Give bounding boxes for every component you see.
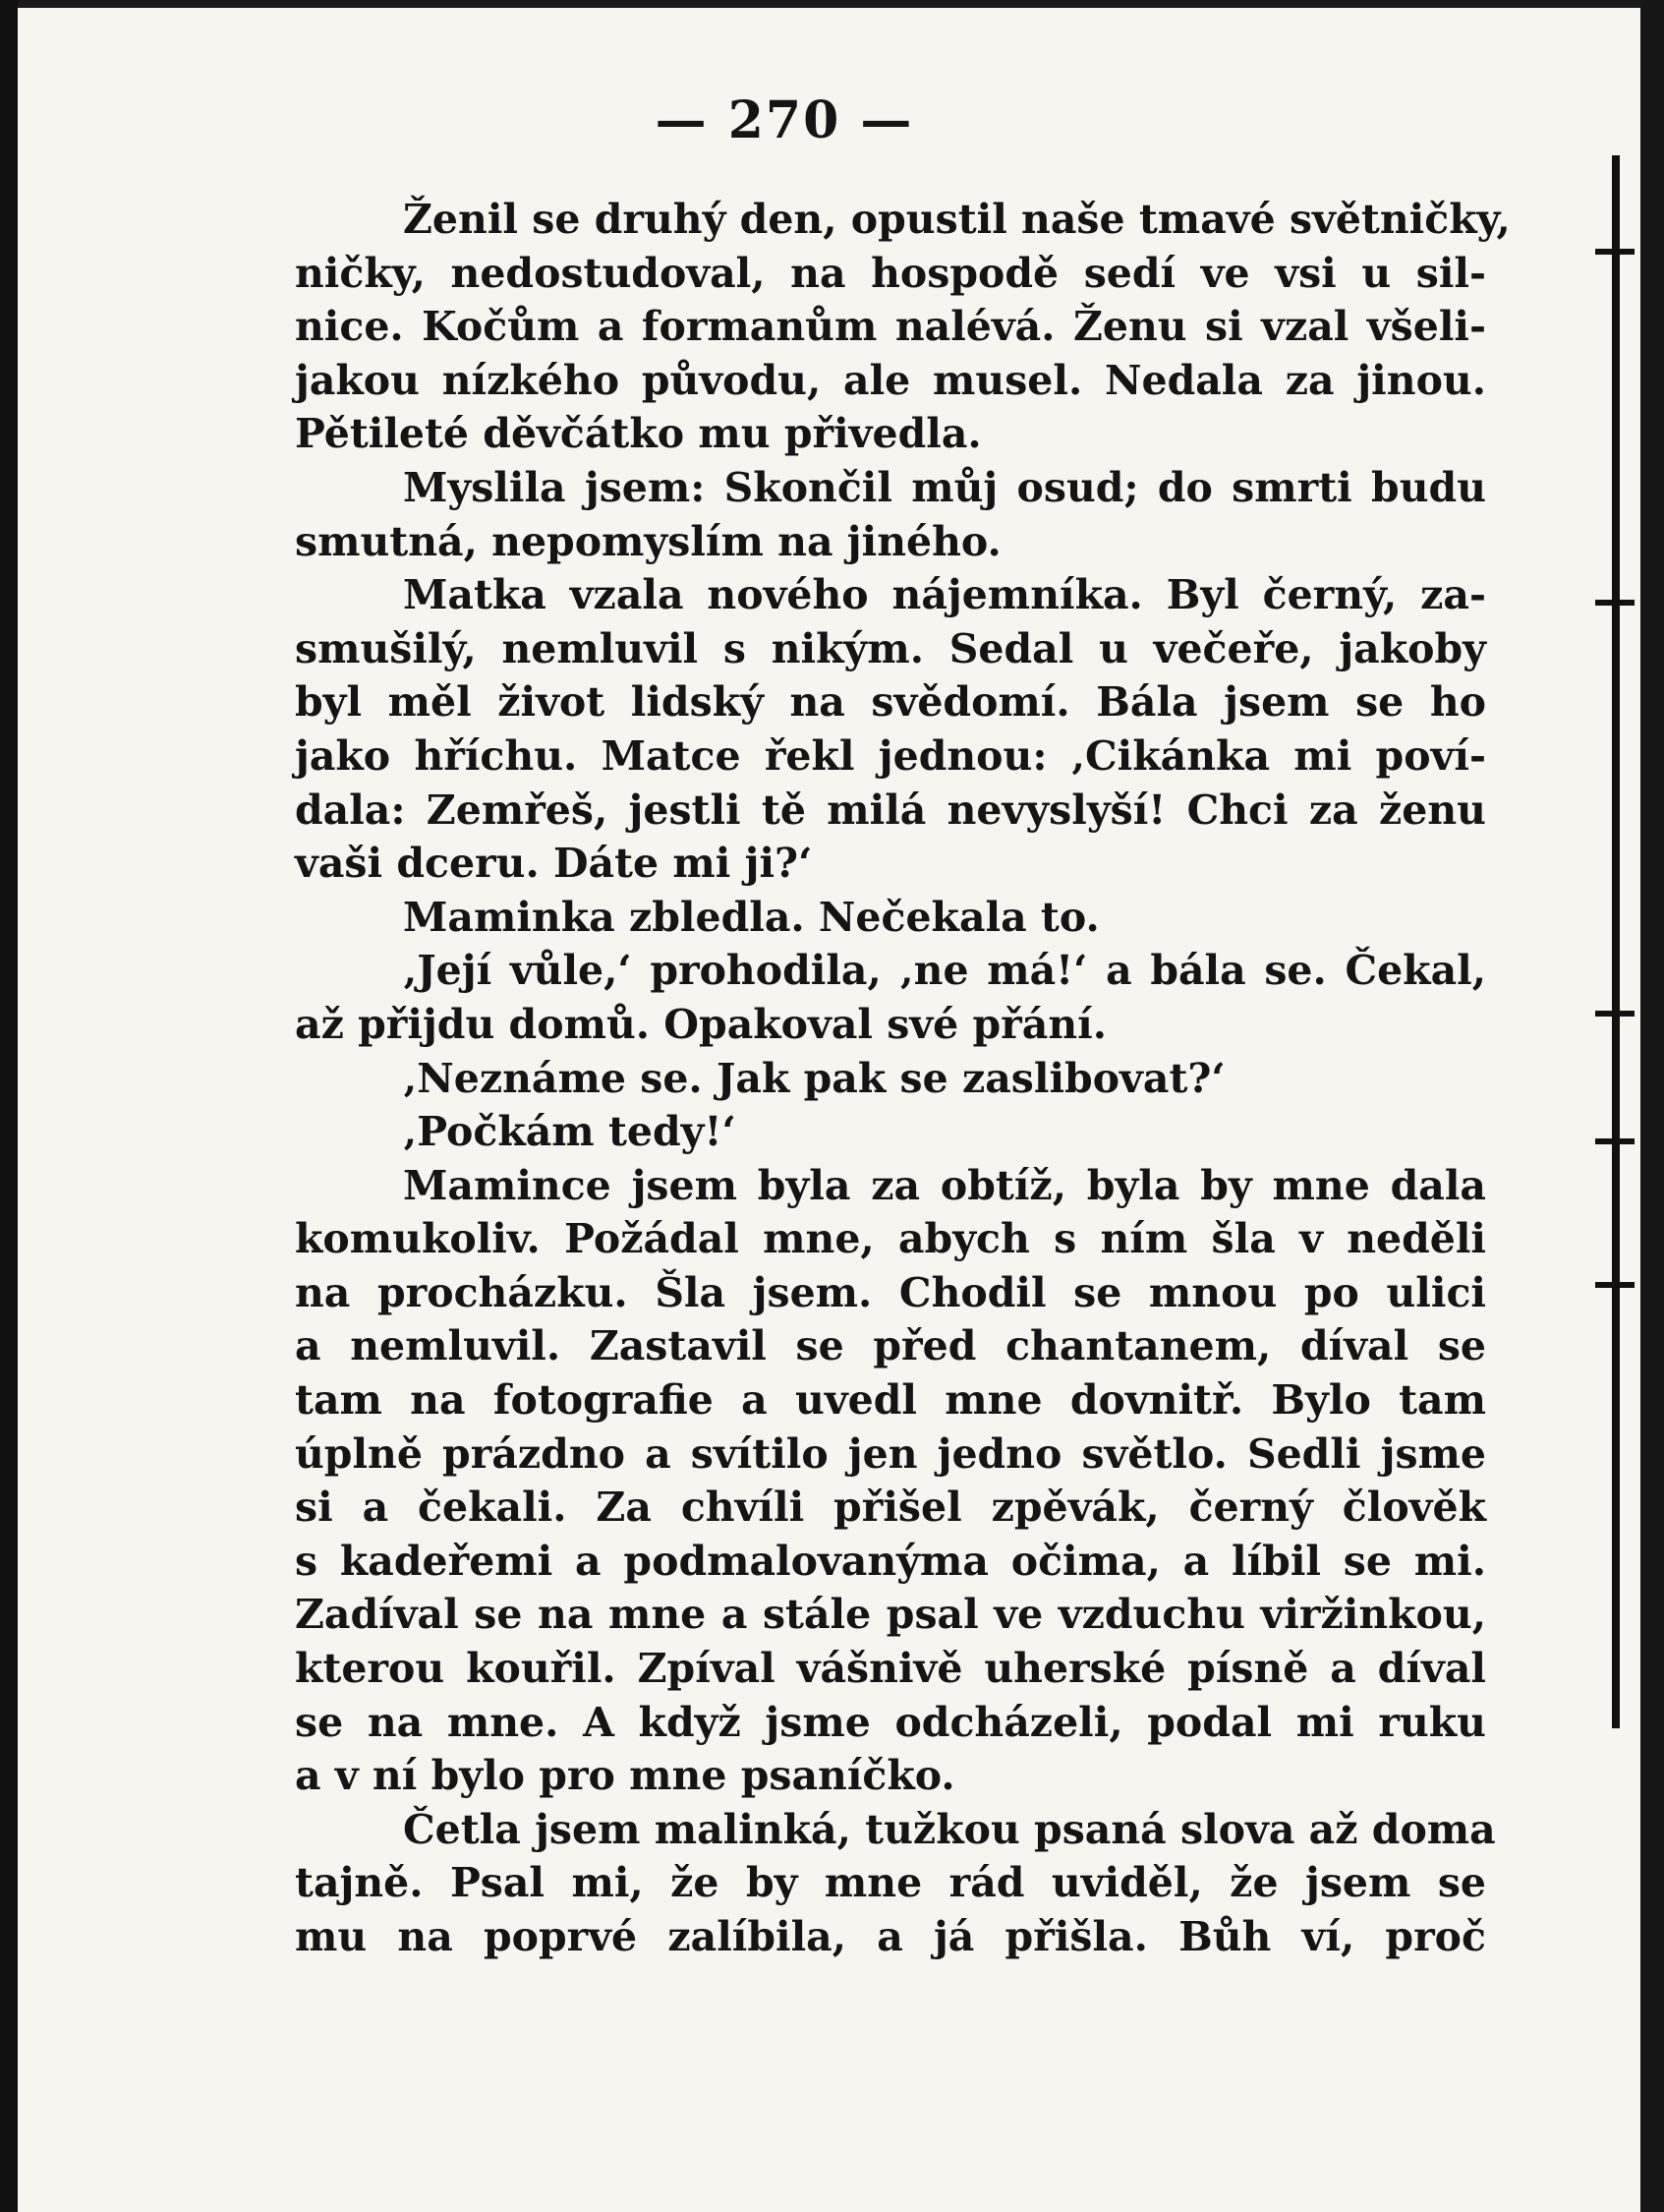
binding-mark [1595, 249, 1635, 255]
text-line: ‚Počkám tedy!‘ [403, 1108, 736, 1156]
text-line: komukoliv. Požádal mne, abych s ním šla v neděli [295, 1215, 1486, 1263]
text-line: a v ní bylo pro mne psaníčko. [295, 1752, 955, 1800]
text-line: smušilý, nemluvil s nikým. Sedal u večeře, jakoby [295, 624, 1486, 672]
text-line: Maminka zbledla. Nečekala to. [403, 893, 1100, 941]
text-line: jakou nízkého původu, ale musel. Nedala za jinou. [295, 356, 1486, 404]
text-line: a nemluvil. Zastavil se před chantanem, díval se [295, 1322, 1486, 1370]
text-line: Mamince jsem byla za obtíž, byla by mne dala [403, 1161, 1486, 1209]
text-line: jako hříchu. Matce řekl jednou: ‚Cikánka mi poví- [295, 731, 1486, 780]
text-line: Myslila jsem: Skončil můj osud; do smrti budu [403, 463, 1486, 511]
text-line: ‚Její vůle,‘ prohodila, ‚ne má!‘ a bála se. Čekal, [403, 947, 1486, 995]
text-line: byl měl život lidský na svědomí. Bála jsem se ho [295, 678, 1486, 727]
binding-mark [1595, 1138, 1635, 1144]
text-line: na procházku. Šla jsem. Chodil se mnou po ulici [295, 1268, 1486, 1316]
binding-mark [1595, 600, 1635, 606]
text-line: dala: Zemřeš, jestli tě milá nevyslyší! Chci za ženu [295, 786, 1486, 834]
text-line: Četla jsem malinká, tužkou psaná slova až doma [403, 1805, 1496, 1853]
text-line: Pětileté děvčátko mu přivedla. [295, 410, 982, 458]
scan-left-edge [0, 0, 18, 2212]
text-line: tajně. Psal mi, že by mne rád uviděl, že jsem se [295, 1859, 1486, 1907]
text-line: s kadeřemi a podmalovanýma očima, a líbil se mi. [295, 1537, 1486, 1585]
text-line: Matka vzala nového nájemníka. Byl černý, za- [403, 571, 1486, 619]
text-line: úplně prázdno a svítilo jen jedno světlo. Sedli jsme [295, 1429, 1486, 1478]
binding-rule [1612, 155, 1620, 1728]
page-number: — 270 — [655, 90, 914, 150]
text-line: vaši dceru. Dáte mi ji?‘ [295, 840, 813, 888]
text-line: si a čekali. Za chvíli přišel zpěvák, černý člověk [295, 1484, 1486, 1532]
text-line: kterou kouřil. Zpíval vášnivě uherské písně a díval [295, 1645, 1486, 1693]
text-line: ‚Neznáme se. Jak pak se zaslibovat?‘ [403, 1054, 1226, 1102]
body-text [295, 193, 1511, 1964]
text-line: se na mne. A když jsme odcházeli, podal mi ruku [295, 1698, 1486, 1746]
text-line: nice. Kočům a formanům nalévá. Ženu si vzal všeli- [295, 303, 1486, 351]
text-line: tam na fotografie a uvedl mne dovnitř. Bylo tam [295, 1376, 1486, 1425]
binding-mark [1595, 1011, 1635, 1017]
text-line: Zadíval se na mne a stále psal ve vzduchu viržinkou, [295, 1591, 1486, 1639]
binding-mark [1595, 1282, 1635, 1288]
book-page [18, 8, 1640, 2212]
text-line: ničky, nedostudoval, na hospodě sedí ve vsi u sil- [295, 249, 1486, 297]
text-line: Ženil se druhý den, opustil naše tmavé světničky, [403, 196, 1511, 243]
scan-top-edge [0, 0, 1664, 8]
text-line: mu na poprvé zalíbila, a já přišla. Bůh ví, proč [295, 1913, 1486, 1960]
scan-right-edge [1640, 0, 1664, 2212]
text-line: až přijdu domů. Opakoval své přání. [295, 1000, 1108, 1048]
text-line: smutná, nepomyslím na jiného. [295, 517, 1002, 565]
